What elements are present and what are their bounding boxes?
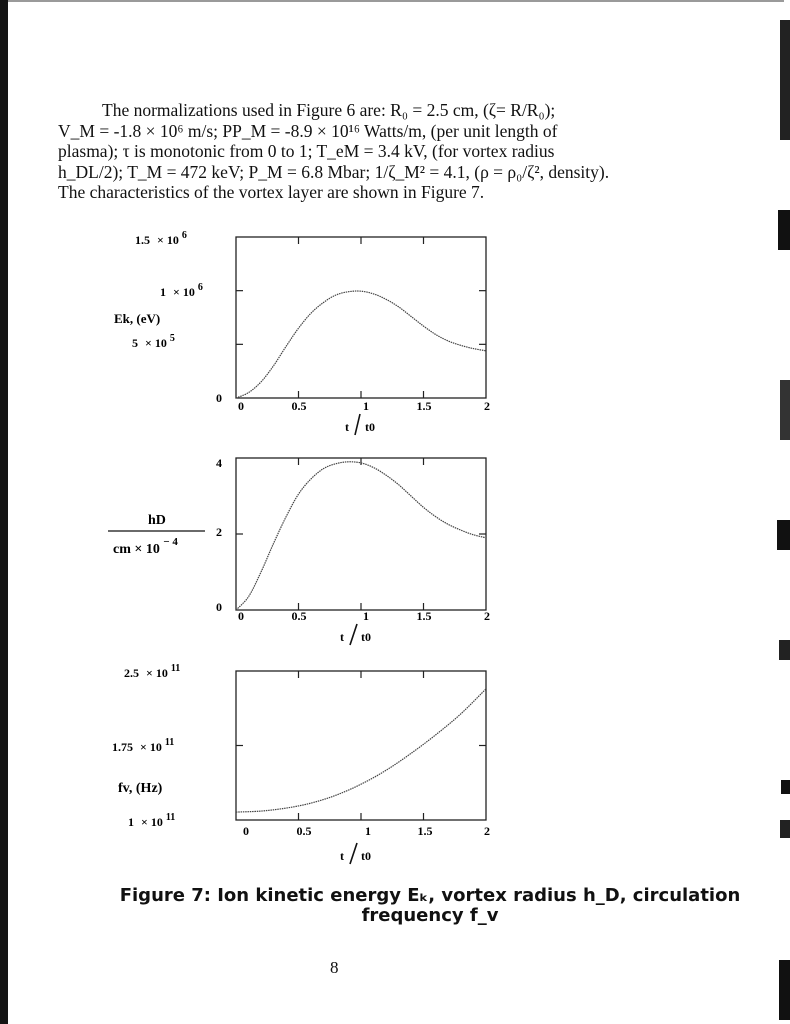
panel-ek-xtick-4: 2 xyxy=(484,399,490,413)
panel-ek-xtick-0: 0 xyxy=(238,399,244,413)
panel-ek-ytick-1-mult: × 10 xyxy=(145,336,167,350)
panel-fv xyxy=(112,663,490,864)
panel-ek-ytick-2-exp: 6 xyxy=(197,282,203,293)
panel-ek-xtick-3: 1.5 xyxy=(416,399,432,413)
panel-fv-ytick-2-exp: 11 xyxy=(170,663,181,674)
panel-hd-tick-marks xyxy=(236,458,486,610)
panel-fv-xlabel-slash xyxy=(350,843,357,864)
panel-ek-ytick-3 xyxy=(135,230,187,247)
panel-hd-ylabel-den-exp: − 4 xyxy=(163,536,178,548)
panel-hd xyxy=(108,456,490,645)
figure-caption xyxy=(0,886,790,926)
panel-ek-ytick-2-val: 1 xyxy=(160,285,166,299)
panel-ek-ytick-2-mult: × 10 xyxy=(173,285,195,299)
panel-fv-ytick-1-val: 1.75 xyxy=(112,740,133,754)
panel-fv-xtick-4: 2 xyxy=(484,824,490,838)
panel-fv-series-line xyxy=(236,689,486,812)
panel-fv-xticks xyxy=(243,824,490,838)
paragraph-line-1: The normalizations used in Figure 6 are: R₀ = 2.5 cm, (ζ= R/R₀); xyxy=(102,100,556,120)
figure-caption-line-1: Figure 7: Ion kinetic energy Eₖ, vortex radius h_D, circulation xyxy=(119,885,741,906)
panel-hd-xtick-3: 1.5 xyxy=(416,609,432,623)
panel-ek-tick-marks xyxy=(236,237,486,398)
panel-hd-xtick-2: 1 xyxy=(363,609,369,623)
panel-ek-ytick-1-exp: 5 xyxy=(169,333,175,344)
panel-fv-xtick-0: 0 xyxy=(243,824,249,838)
panel-ek-xtick-2: 1 xyxy=(363,399,369,413)
panel-fv-tick-marks xyxy=(236,671,486,820)
panel-hd-ylabel-den-base: cm × 10 xyxy=(113,542,160,557)
panel-fv-xtick-3: 1.5 xyxy=(417,824,433,838)
panel-ek-ytick-3-mult: × 10 xyxy=(157,233,179,247)
panel-fv-xtick-1: 0.5 xyxy=(296,824,312,838)
panel-hd-xlabel-slash xyxy=(350,624,357,645)
panel-ek-ytick-1-val: 5 xyxy=(132,336,138,350)
panel-hd-ylabel-num: hD xyxy=(148,513,166,528)
panel-hd-xtick-0: 0 xyxy=(238,609,244,623)
panel-ek-frame xyxy=(236,237,486,398)
panel-hd-ylabel-den xyxy=(113,536,178,557)
panel-ek-ytick-0: 0 xyxy=(216,391,222,405)
panel-ek-xlabel-t0: t0 xyxy=(365,420,375,434)
panel-ek-series-line xyxy=(236,291,486,398)
panel-ek-xlabel-slash xyxy=(355,414,360,435)
panel-fv-xlabel-t0: t0 xyxy=(361,849,371,863)
panel-ek-ytick-3-exp: 6 xyxy=(181,230,187,241)
panel-hd-xtick-1: 0.5 xyxy=(291,609,307,623)
panel-ek-xticks xyxy=(238,399,490,413)
panel-fv-ytick-2-mult: × 10 xyxy=(146,666,168,680)
panel-ek-ylabel: Ek, (eV) xyxy=(114,311,161,326)
panel-fv-xtick-2: 1 xyxy=(365,824,371,838)
panel-hd-xticks xyxy=(238,609,490,623)
panel-fv-ytick-0-mult: × 10 xyxy=(141,815,163,829)
paragraph-line-5: The characteristics of the vortex layer are shown in Figure 7. xyxy=(58,182,485,202)
panel-ek-xtick-1: 0.5 xyxy=(291,399,307,413)
panel-fv-ytick-0 xyxy=(128,812,175,829)
panel-hd-series-line xyxy=(236,462,486,610)
page-number: 8 xyxy=(330,958,339,977)
panel-ek-ytick-2 xyxy=(160,282,203,299)
panel-fv-xlabel-t: t xyxy=(340,849,344,863)
panel-fv-frame xyxy=(236,671,486,820)
panel-fv-ytick-2-val: 2.5 xyxy=(124,666,139,680)
panel-hd-xlabel-t: t xyxy=(340,630,344,644)
panel-fv-ytick-2 xyxy=(124,663,180,680)
panel-fv-ytick-1-mult: × 10 xyxy=(140,740,162,754)
paragraph-line-4: h_DL/2); T_M = 472 keV; P_M = 6.8 Mbar; 1/ζ_M² = 4.1, (ρ = ρ₀/ζ², density). xyxy=(58,161,610,182)
panel-fv-ytick-0-val: 1 xyxy=(128,815,134,829)
paragraph-line-3: plasma); τ is monotonic from 0 to 1; T_eM = 3.4 kV, (for vortex radius xyxy=(58,141,555,161)
panel-hd-frame xyxy=(236,458,486,610)
panel-fv-ylabel: fv, (Hz) xyxy=(118,781,163,796)
figure-caption-line-2: frequency f_v xyxy=(361,905,499,926)
panel-ek-ytick-3-val: 1.5 xyxy=(135,233,150,247)
panel-hd-xtick-4: 2 xyxy=(484,609,490,623)
panel-fv-ytick-0-exp: 11 xyxy=(165,812,176,823)
paragraph-line-2: V_M = -1.8 × 10⁶ m/s; PP_M = -8.9 × 10¹⁶ Watts/m, (per unit length of xyxy=(58,120,558,141)
panel-fv-ytick-1-exp: 11 xyxy=(164,737,175,748)
panel-hd-ytick-0: 0 xyxy=(216,600,222,614)
panel-hd-ytick-2: 4 xyxy=(216,456,222,470)
panel-ek-xlabel-t: t xyxy=(345,420,349,434)
panel-ek-ytick-1 xyxy=(132,333,175,350)
panel-ek xyxy=(114,230,490,435)
panel-hd-xlabel-t0: t0 xyxy=(361,630,371,644)
panel-fv-ytick-1 xyxy=(112,737,174,754)
panel-hd-ytick-1: 2 xyxy=(216,525,222,539)
